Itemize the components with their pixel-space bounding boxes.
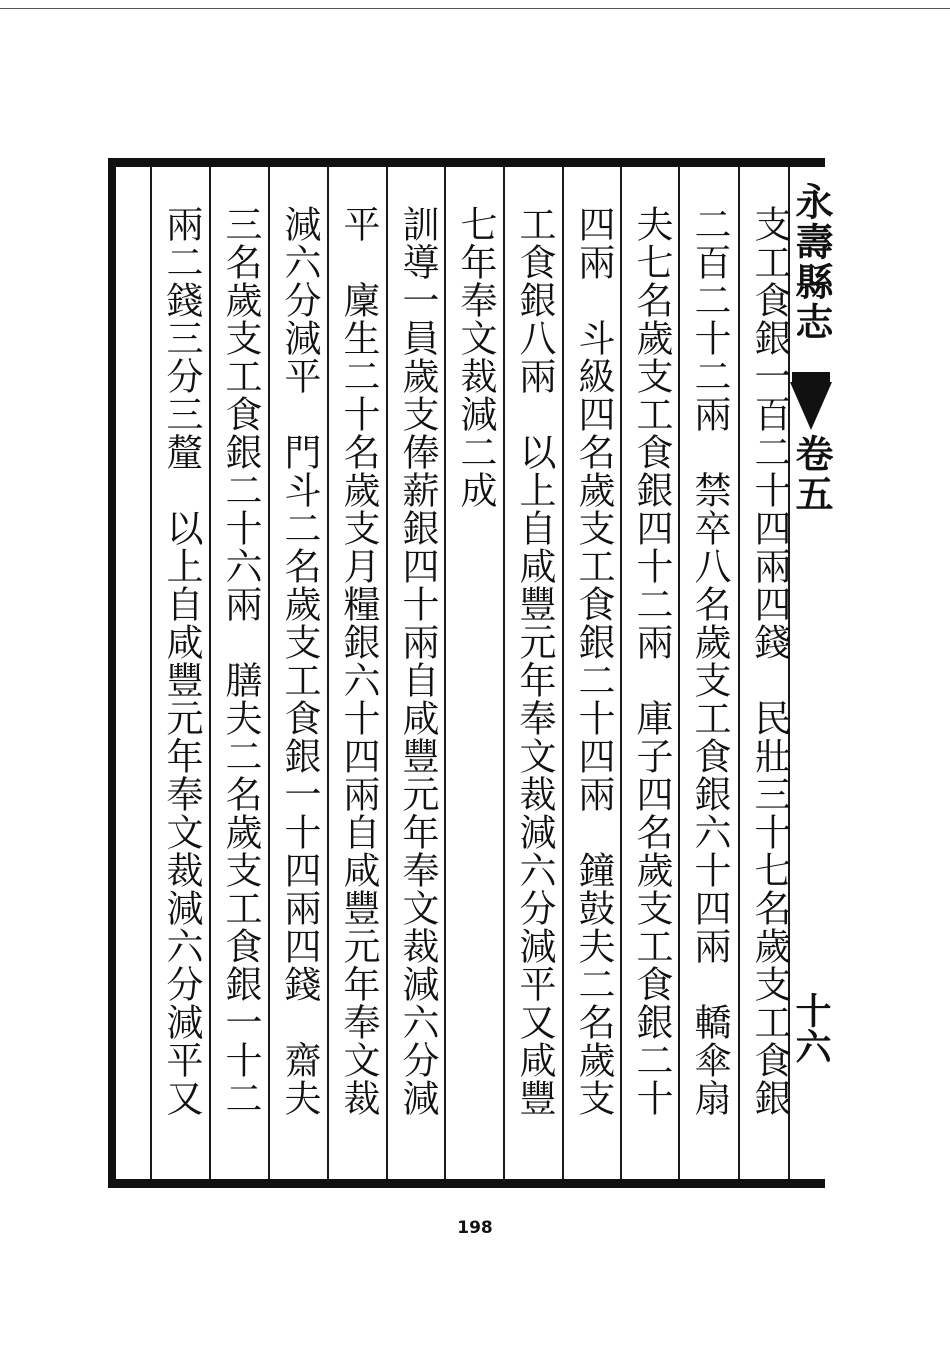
column-divider [562,167,564,1179]
column-divider [738,167,740,1179]
text-column-11: 兩二錢三分三釐 以上自咸豐元年奉文裁減六分減平又 [160,205,203,1117]
text-column-6: 七年奉文裁減二成 [454,205,497,509]
column-divider [150,167,152,1179]
text-column-10: 三名歲支工食銀二十六兩 膳夫二名歲支工食銀一十二 [219,205,262,1117]
volume-label: 卷五 [789,434,834,514]
text-column-9: 減六分減平 門斗二名歲支工食銀一十四兩四錢 齋夫 [278,205,321,1117]
text-column-4: 四兩 斗級四名歲支工食銀二十四兩 鐘鼓夫二名歲支 [572,205,615,1117]
text-column-8: 平 廩生二十名歲支月糧銀六十四兩自咸豐元年奉文裁 [337,205,380,1117]
text-column-1: 支工食銀一百二十四兩四錢 民壯三十七名歲支工食銀 [748,205,791,1117]
column-divider [327,167,329,1179]
column-divider [386,167,388,1179]
column-divider [444,167,446,1179]
text-column-2: 二百二十二兩 禁卒八名歲支工食銀六十四兩 轎傘扇 [688,205,731,1117]
column-divider [620,167,622,1179]
page-number: 198 [457,1218,493,1238]
column-divider [209,167,211,1179]
column-divider [503,167,505,1179]
text-column-5: 工食銀八兩 以上自咸豐元年奉文裁減六分減平又咸豐 [513,205,556,1117]
column-divider [268,167,270,1179]
gazetteer-title: 永壽縣志 [789,182,834,342]
page-banner [790,172,832,1172]
top-rule [0,8,950,9]
text-column-7: 訓導一員歲支俸薪銀四十兩自咸豐元年奉文裁減六分減 [396,205,439,1117]
folio-number: 十六 [790,992,832,1064]
column-divider [678,167,680,1179]
fish-tail-icon [790,382,832,430]
text-column-3: 夫七名歲支工食銀四十二兩 庫子四名歲支工食銀二十 [630,205,673,1117]
